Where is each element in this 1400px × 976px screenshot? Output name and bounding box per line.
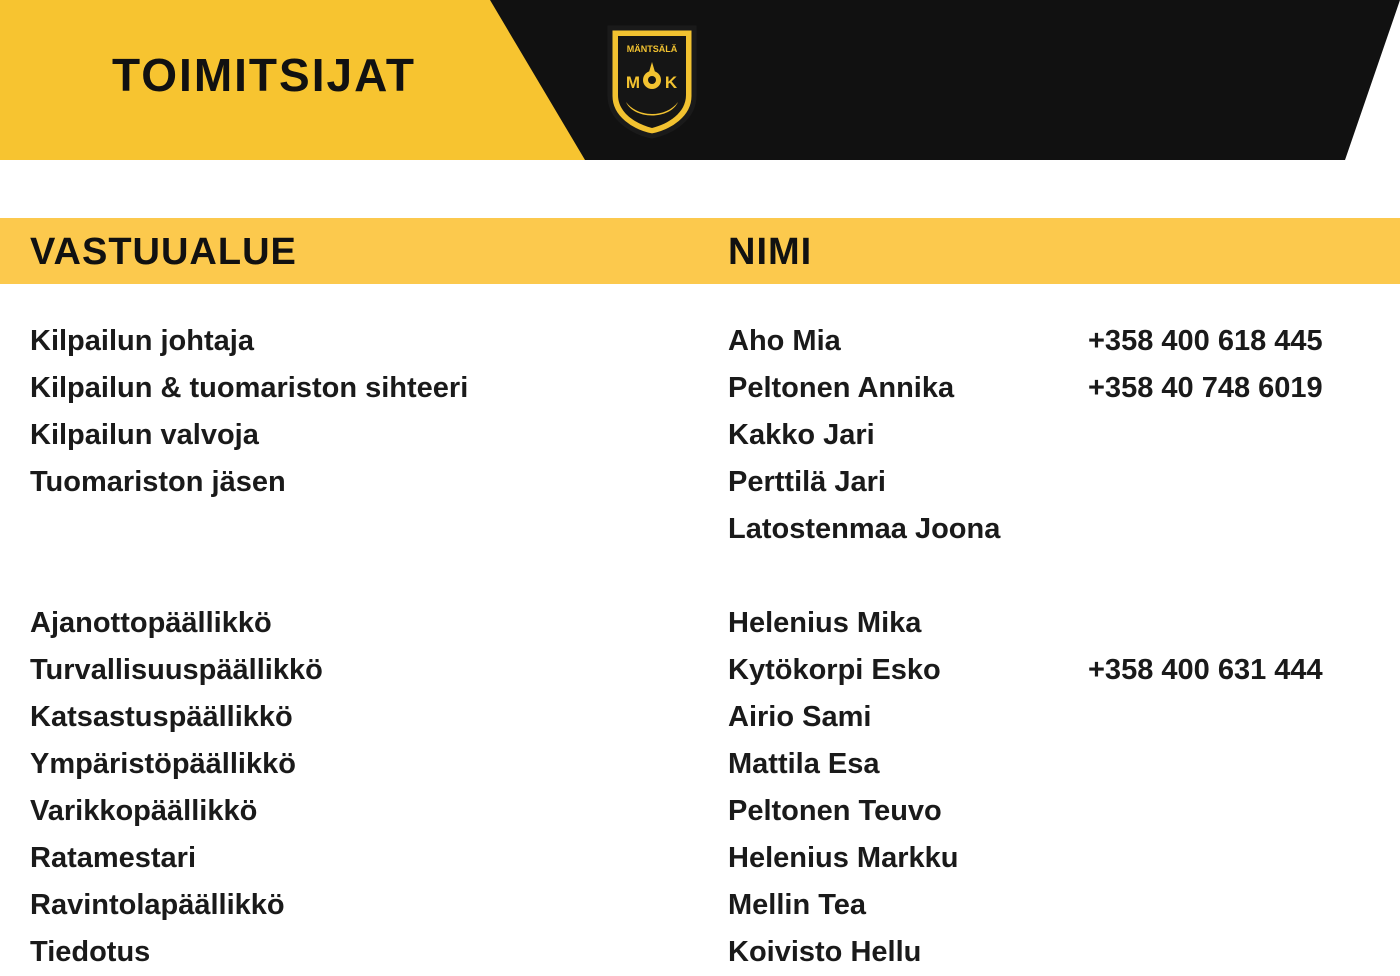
table-row — [0, 506, 1400, 553]
cell-role: Tuomariston jäsen — [30, 466, 286, 498]
cell-name: Perttilä Jari — [728, 466, 886, 498]
cell-role: Katsastuspäällikkö — [30, 701, 293, 733]
svg-text:M: M — [625, 73, 641, 92]
cell-role: Ajanottopäällikkö — [30, 607, 272, 639]
cell-role: Turvallisuuspäällikkö — [30, 654, 323, 686]
cell-name: Helenius Markku — [728, 842, 959, 874]
cell-role: Ympäristöpäällikkö — [30, 748, 296, 780]
table-row — [0, 929, 1400, 976]
cell-phone: +358 400 618 445 — [1088, 325, 1323, 357]
cell-role: Varikkopäällikkö — [30, 795, 258, 827]
cell-name: Peltonen Teuvo — [728, 795, 942, 827]
cell-role: Ravintolapäällikkö — [30, 889, 285, 921]
page-title: TOIMITSIJAT — [112, 49, 416, 101]
cell-name: Helenius Mika — [728, 607, 922, 639]
svg-text:K: K — [664, 73, 678, 92]
table-header-band — [0, 218, 1400, 284]
cell-name: Aho Mia — [728, 325, 841, 357]
svg-text:MÄNTSÄLÄ: MÄNTSÄLÄ — [626, 44, 678, 54]
table-row — [0, 365, 1400, 412]
cell-name: Airio Sami — [728, 701, 872, 733]
table-row — [0, 788, 1400, 835]
table-row — [0, 318, 1400, 365]
column-header-vastuualue: VASTUUALUE — [30, 231, 297, 273]
table-row — [0, 882, 1400, 929]
cell-role: Tiedotus — [30, 936, 151, 968]
cell-name: Koivisto Hellu — [728, 936, 922, 968]
cell-name: Peltonen Annika — [728, 372, 955, 404]
cell-name: Kakko Jari — [728, 419, 875, 451]
mantsala-mk-club-logo-icon — [600, 22, 704, 140]
table-row — [0, 647, 1400, 694]
cell-name: Kytökorpi Esko — [728, 654, 941, 686]
table-row — [0, 694, 1400, 741]
cell-role: Kilpailun & tuomariston sihteeri — [30, 372, 469, 404]
table-row — [0, 741, 1400, 788]
table-row-spacer — [0, 553, 1400, 600]
cell-role: Kilpailun valvoja — [30, 419, 259, 451]
cell-phone: +358 400 631 444 — [1088, 654, 1323, 686]
page-header — [0, 0, 1400, 160]
cell-name: Mellin Tea — [728, 889, 867, 921]
cell-role: Ratamestari — [30, 842, 197, 874]
table-row — [0, 459, 1400, 506]
column-header-nimi: NIMI — [728, 231, 813, 273]
officials-table — [0, 318, 1400, 976]
table-row — [0, 412, 1400, 459]
cell-phone: +358 40 748 6019 — [1088, 372, 1323, 404]
cell-name: Mattila Esa — [728, 748, 880, 780]
table-row — [0, 835, 1400, 882]
cell-name: Latostenmaa Joona — [728, 513, 1001, 545]
cell-role: Kilpailun johtaja — [30, 325, 254, 357]
table-row — [0, 600, 1400, 647]
